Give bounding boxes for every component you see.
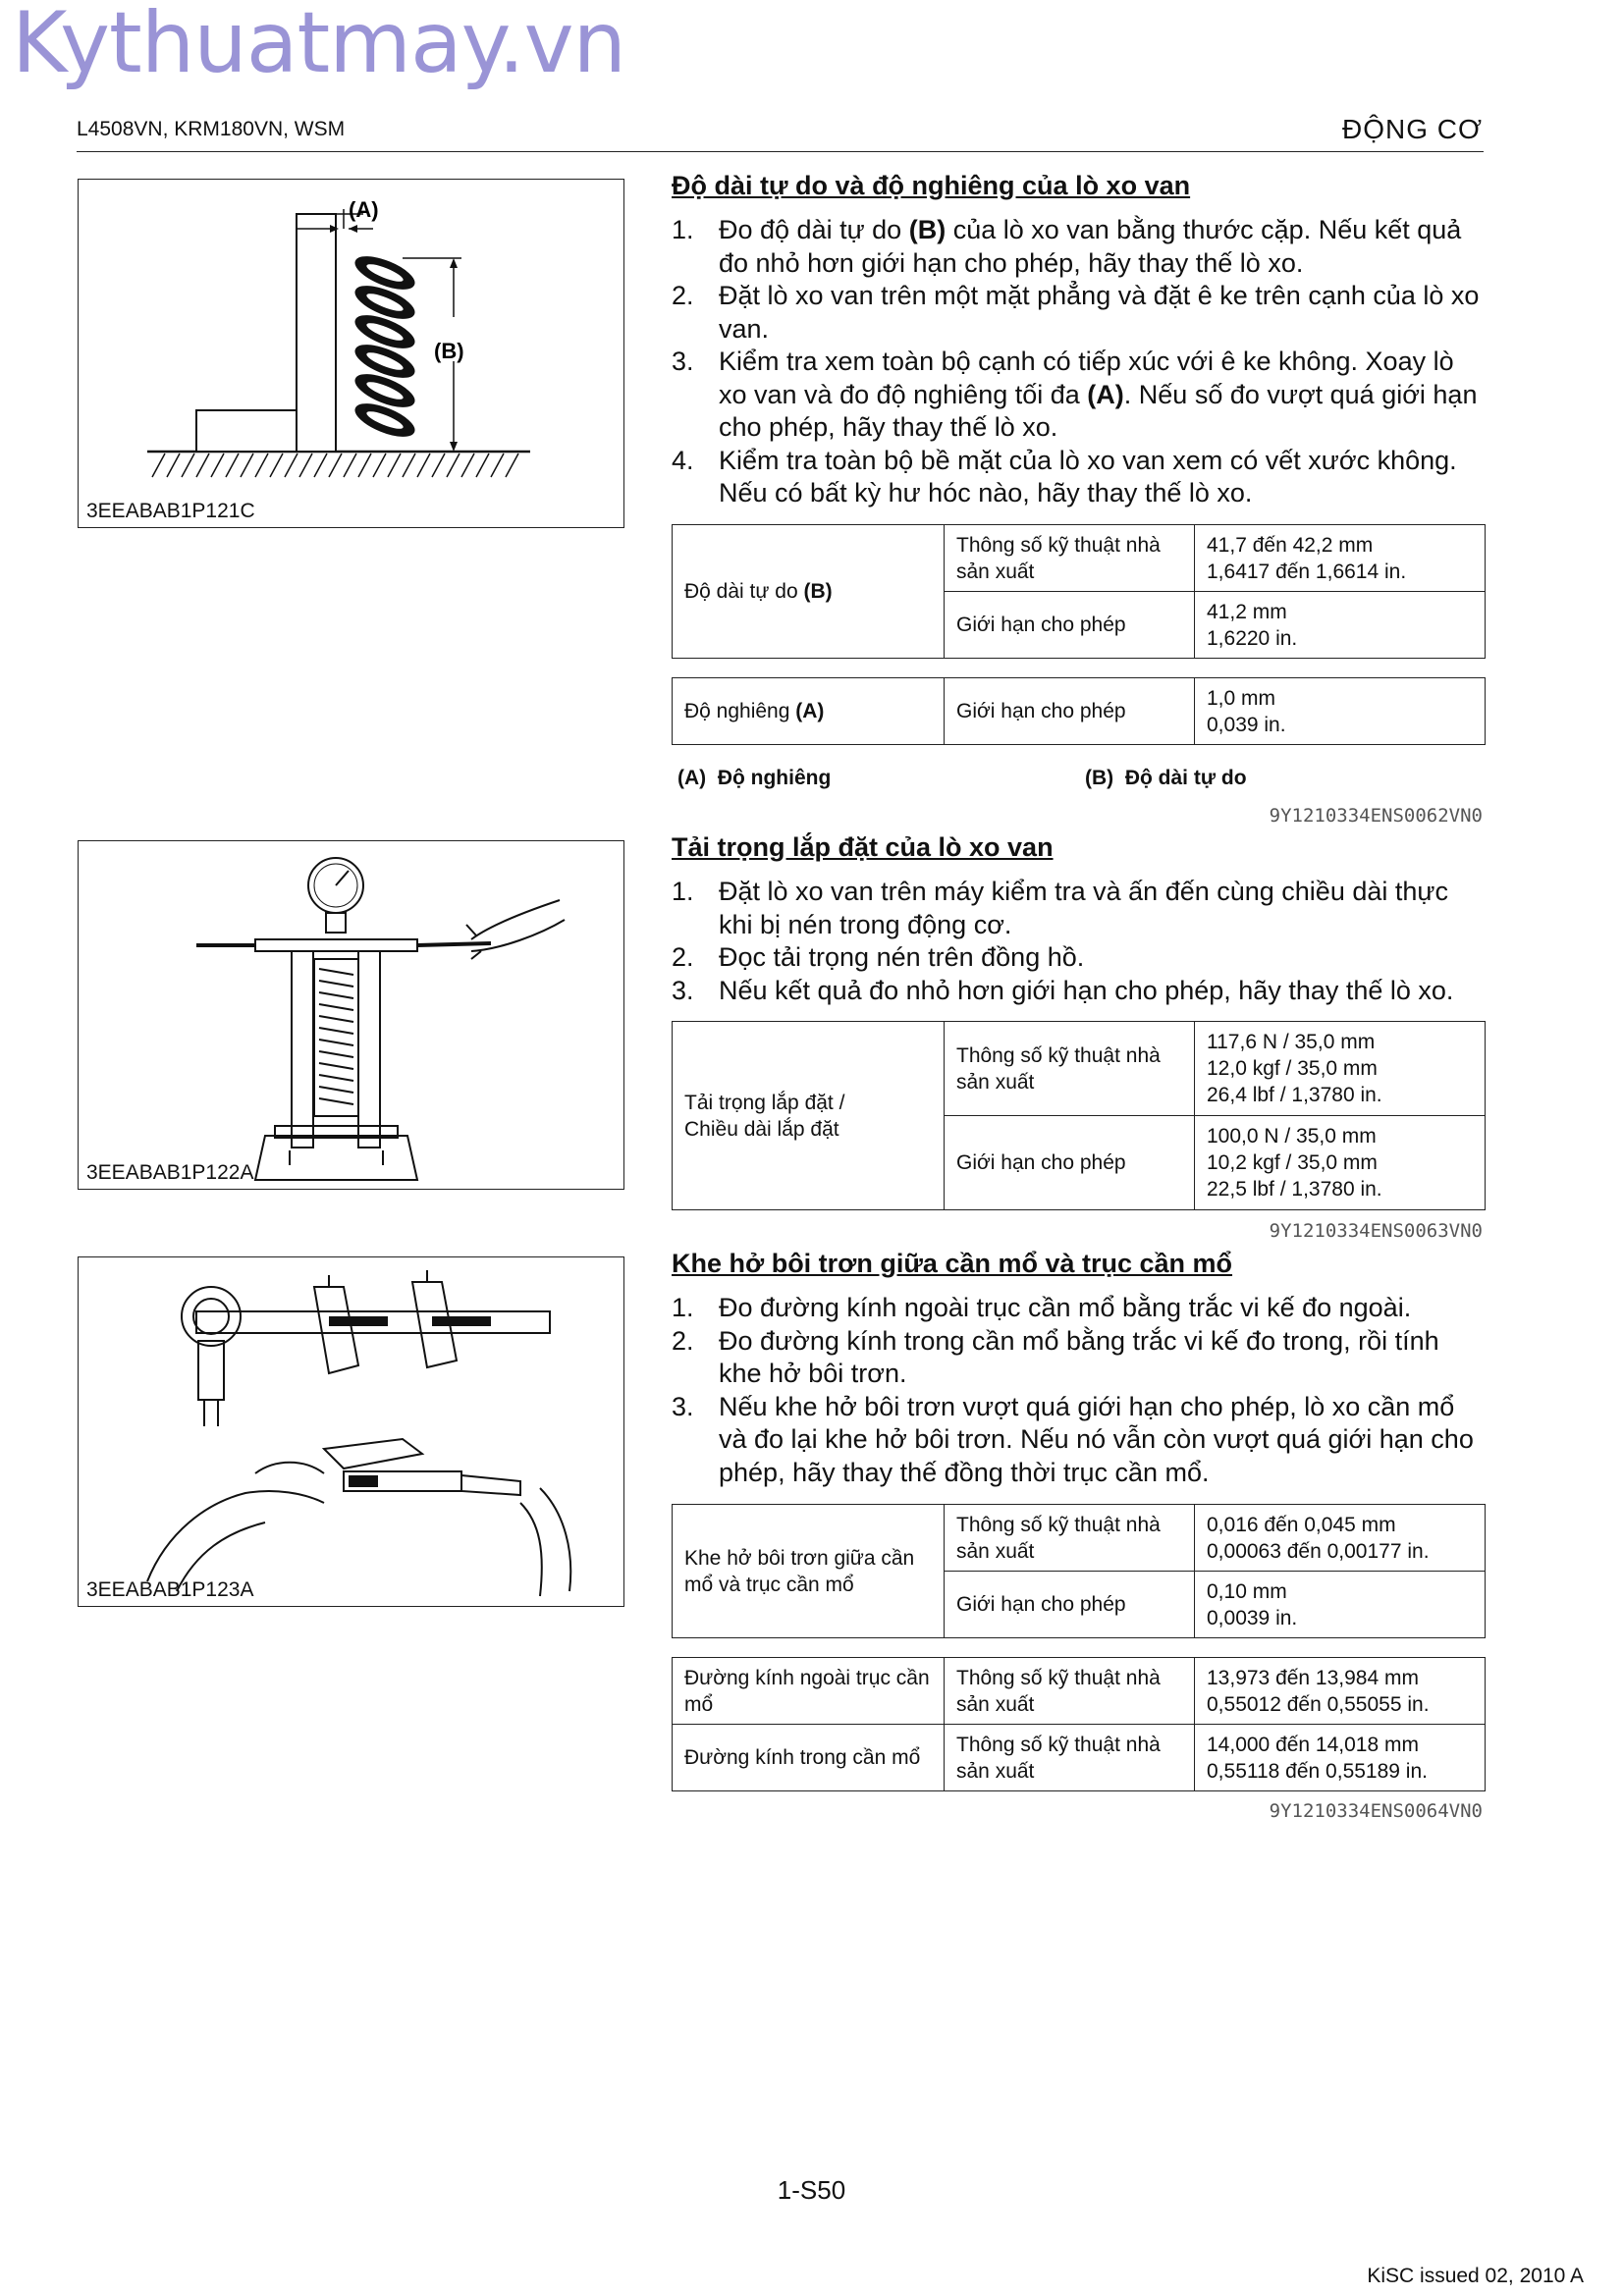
doc-code: 9Y1210334ENS0062VN0 [1269,805,1483,827]
legend-b: (B) Độ dài tự do [1085,767,1247,789]
label-b: (B) [434,339,464,363]
section2-steps [672,876,1487,1007]
list-item: 1. Đo độ dài tự do (B) của lò xo van bằng thước cặp. Nếu kết quả đo nhỏ hơn giới hạn cho phép, hãy thay thế lò xo. [672,215,1462,278]
section1-title: Độ dài tự do và độ nghiêng của lò xo van [672,171,1191,200]
free-length-table: Độ dài tự do (B) Thông số kỹ thuật nhà sản xuất 41,7 đến 42,2 mm 1,6417 đến 1,6614 in. Giới hạn cho phép 41,2 mm 1,6220 in. [672,524,1486,659]
figure-caption: 3EEABAB1P122A [86,1161,254,1184]
list-item: 3. Kiểm tra xem toàn bộ cạnh có tiếp xúc với ê ke không. Xoay lò xo van và đo độ nghiêng tối đa (A). Nếu số đo vượt quá giới hạn cho phép, hãy thay thế lò xo. [672,347,1478,442]
list-item: 2. Đo đường kính trong cần mổ bằng trắc vi kế đo trong, rồi tính khe hở bôi trơn. [672,1325,1439,1388]
figure-spring-squareness [78,179,624,528]
header-rule [77,151,1484,152]
spring-squareness-illustration [79,180,623,527]
figure-spring-tester [78,840,624,1190]
spring-tester-illustration [79,841,623,1189]
doc-code: 9Y1210334ENS0063VN0 [1269,1220,1483,1242]
diameter-table: Đường kính ngoài trục cần mổ Thông số kỹ thuật nhà sản xuất 13,973 đến 13,984 mm 0,55012 đến 0,55055 in. Đường kính trong cần mổ Thông số kỹ thuật nhà sản xuất 14,000 đến 14,018 mm 0,55118 đến 0,55189 in. [672,1657,1486,1791]
section3-steps [672,1292,1487,1489]
issued-note: KiSC issued 02, 2010 A [1367,2265,1584,2287]
list-item: 4. Kiểm tra toàn bộ bề mặt của lò xo van xem có vết xước không. Nếu có bất kỳ hư hóc nào, hãy thay thế lò xo. [672,445,1457,507]
setting-load-table: Tải trọng lắp đặt / Chiều dài lắp đặt Thông số kỹ thuật nhà sản xuất 117,6 N / 35,0 mm 12,0 kgf / 35,0 mm 26,4 lbf / 1,3780 in. Giới hạn cho phép 100,0 N / 35,0 mm 10,2 kgf / 35,0 mm 22,5 lbf / 1,3780 in. [672,1021,1486,1210]
list-item: 2. Đặt lò xo van trên một mặt phẳng và đặt ê ke trên cạnh của lò xo van. [672,281,1480,344]
figure-caption: 3EEABAB1P121C [86,500,255,522]
figure-caption: 3EEABAB1P123A [86,1578,254,1601]
watermark: Kythuatmay.vn [12,0,626,92]
list-item: 3. Nếu khe hở bôi trơn vượt quá giới hạn cho phép, lò xo cần mổ và đo lại khe hở bôi trơn. Nếu nó vẫn còn vượt quá giới hạn cho phép, hãy thay thế đồng thời trục cần mổ. [672,1391,1474,1487]
figure-rocker-arm [78,1256,624,1607]
section1-steps [672,214,1487,510]
oil-clearance-table: Khe hở bôi trơn giữa cần mổ và trục cần mổ Thông số kỹ thuật nhà sản xuất 0,016 đến 0,045 mm 0,00063 đến 0,00177 in. Giới hạn cho phép 0,10 mm 0,0039 in. [672,1504,1486,1638]
page-number: 1-S50 [777,2175,846,2205]
doc-code: 9Y1210334ENS0064VN0 [1269,1800,1483,1822]
legend-a: (A) Độ nghiêng [677,767,832,789]
list-item: 3. Nếu kết quả đo nhỏ hơn giới hạn cho phép, hãy thay thế lò xo. [672,975,1454,1005]
squareness-table: Độ nghiêng (A) Giới hạn cho phép 1,0 mm 0,039 in. [672,677,1486,745]
section2-title: Tải trọng lắp đặt của lò xo van [672,832,1054,862]
header-section: ĐỘNG CƠ [1341,114,1483,144]
list-item: 1. Đặt lò xo van trên máy kiểm tra và ấn đến cùng chiều dài thực khi bị nén trong động cơ. [672,877,1448,939]
label-a: (A) [349,197,379,222]
rocker-arm-illustration [79,1257,623,1606]
list-item: 1. Đo đường kính ngoài trục cần mổ bằng trắc vi kế đo ngoài. [672,1293,1412,1322]
section3-title: Khe hở bôi trơn giữa cần mổ và trục cần mổ [672,1249,1233,1278]
list-item: 2. Đọc tải trọng nén trên đồng hồ. [672,942,1085,972]
header-models: L4508VN, KRM180VN, WSM [77,118,346,140]
